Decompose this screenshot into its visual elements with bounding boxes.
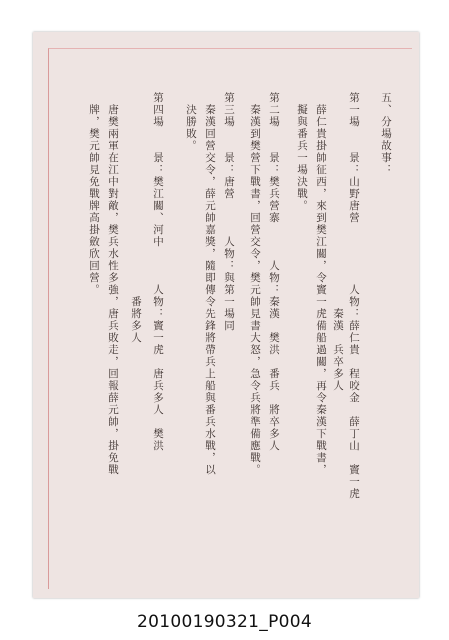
scene-4-text-cont: 牌，樊元帥見免戰牌高掛斂欣回營。: [88, 92, 100, 296]
page-id-caption: 20100190321_P004: [137, 612, 312, 632]
scene-1-text: 薛仁貴掛帥征西，來到樊江關，令竇一虎備船過關，再令秦漢下戰書，: [315, 92, 327, 476]
scene-2-header: 第二場 景：樊兵營寨 人物：秦漢 樊洪 番兵 將卒多人: [268, 92, 280, 452]
scene-4-header: 第四場 景：樊江關、河中 人物：竇一虎 唐兵多人 樊洪: [152, 92, 164, 452]
scene-1-text-cont: 擬與番兵一場決戰。: [296, 92, 308, 212]
scene-2-text: 秦漢到樊營下戰書，回營交令，樊元帥見書大怒，急令兵將準備應戰。: [249, 92, 261, 476]
scene-3-text-cont: 決勝敗。: [185, 92, 197, 152]
section-heading: 五、分場故事：: [380, 92, 392, 176]
scene-3-header: 第三場 景：唐營 人物：與第一場同: [223, 92, 235, 332]
scene-3-text: 秦漢回營交令，薛元帥嘉獎，隨即傳令先鋒將帶兵上船與番兵水戰，以: [204, 92, 216, 476]
scene-4-header-cont: 番將多人: [130, 92, 142, 344]
scene-1-header: 第一場 景：山野唐營 人物：薛仁貴 程咬金 薛丁山 竇一虎: [348, 92, 360, 500]
scene-4-text: 唐樊兩軍在江中對敵，樊兵水性多強，唐兵敗走，回報薛元帥，掛免戰: [107, 92, 119, 476]
scene-1-header-cont: 秦漢 兵卒多人: [332, 92, 344, 392]
